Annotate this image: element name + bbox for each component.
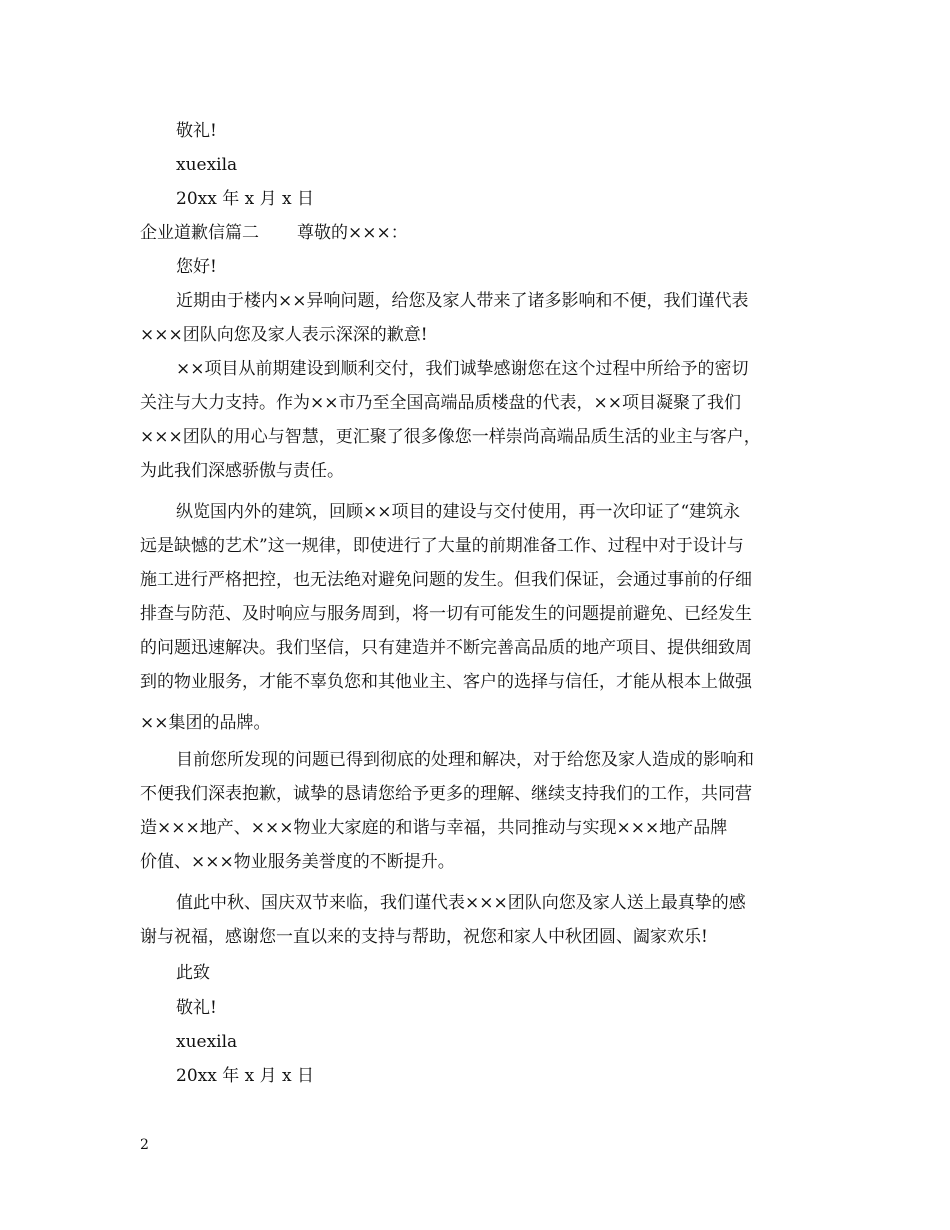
- recipient: 尊敬的×××：: [297, 223, 408, 243]
- page-number: 2: [140, 1137, 149, 1153]
- closing-date: 20xx 年 x 月 x 日: [176, 1066, 315, 1086]
- body-line: 为此我们深感骄傲与责任。: [140, 461, 344, 481]
- body-line: 价值、×××物业服务美誉度的不断提升。: [140, 852, 455, 872]
- body-line: 关注与大力支持。作为××市乃至全国高端品质楼盘的代表，××项目凝聚了我们: [140, 393, 741, 413]
- top-signature: xuexila: [176, 155, 238, 175]
- body-line: 到的物业服务，才能不辜负您和其他业主、客户的选择与信任，才能从根本上做强: [140, 672, 752, 692]
- body-line: 施工进行严格把控，也无法绝对避免问题的发生。但我们保证，会通过事前的仔细: [140, 570, 752, 590]
- greeting: 您好!: [176, 257, 217, 277]
- body-line: ××项目从前期建设到顺利交付，我们诚挚感谢您在这个过程中所给予的密切: [176, 359, 749, 379]
- body-line: 纵览国内外的建筑，回顾××项目的建设与交付使用，再一次印证了“建筑永: [176, 502, 741, 522]
- body-line: 值此中秋、国庆双节来临，我们谨代表×××团队向您及家人送上最真挚的感: [176, 893, 746, 913]
- section-heading: 企业道歉信篇二: [140, 223, 259, 243]
- body-line: 排查与防范、及时响应与服务周到，将一切有可能发生的问题提前避免、已经发生: [140, 604, 752, 624]
- body-line: ×××团队向您及家人表示深深的歉意!: [140, 325, 428, 345]
- body-line: 造×××地产、×××物业大家庭的和谐与幸福，共同推动与实现×××地产品牌: [140, 818, 728, 838]
- body-line: 近期由于楼内××异响问题，给您及家人带来了诸多影响和不便，我们谨代表: [176, 291, 749, 311]
- body-line: ×××团队的用心与智慧，更汇聚了很多像您一样崇尚高端品质生活的业主与客户，: [140, 427, 761, 447]
- body-line: 的问题迅速解决。我们坚信，只有建造并不断完善高品质的地产项目、提供细致周: [140, 638, 752, 658]
- closing-salute: 敬礼!: [176, 998, 217, 1018]
- heading-line: [140, 223, 820, 243]
- body-line: 不便我们深表抱歉，诚挚的恳请您给予更多的理解、继续支持我们的工作，共同营: [140, 784, 752, 804]
- top-salute: 敬礼!: [176, 121, 217, 141]
- body-line: 远是缺憾的艺术”这一规律，即使进行了大量的前期准备工作、过程中对于设计与: [140, 536, 744, 556]
- body-line: 谢与祝福，感谢您一直以来的支持与帮助，祝您和家人中秋团圆、阖家欢乐!: [140, 927, 708, 947]
- top-date: 20xx 年 x 月 x 日: [176, 189, 315, 209]
- body-line: ××集团的品牌。: [140, 713, 271, 733]
- closing-phrase: 此致: [176, 963, 210, 983]
- closing-signature: xuexila: [176, 1032, 238, 1052]
- body-line: 目前您所发现的问题已得到彻底的处理和解决，对于给您及家人造成的影响和: [176, 750, 754, 770]
